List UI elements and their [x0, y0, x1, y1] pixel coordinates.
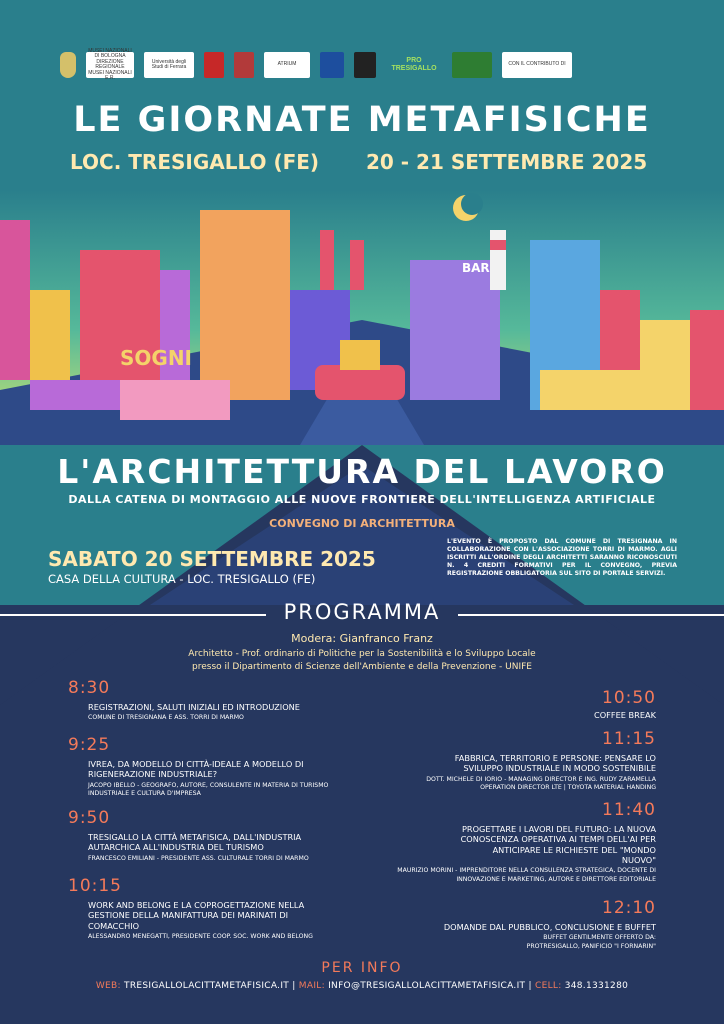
metaphysical-city-illustration — [0, 190, 724, 445]
program-item — [356, 729, 656, 793]
ordine-architetti-logo — [234, 52, 254, 78]
contacts-line — [0, 981, 724, 991]
item-title: PROGETTARE I LAVORI DEL FUTURO: LA NUOVA CONOSCENZA OPERATIVA AI TEMPI DELL'AI PER ANTICIPARE LE RICHIESTE DEL "MONDO NUOVO" — [460, 824, 656, 865]
sogni-sign: SOGNI — [120, 346, 193, 370]
item-title: DOMANDE DAL PUBBLICO, CONCLUSIONE E BUFFET — [443, 922, 656, 932]
event-date: SABATO 20 SETTEMBRE 2025 — [48, 547, 376, 571]
web-link[interactable]: TRESIGALLOLACITTAMETAFISICA.IT — [124, 981, 290, 991]
credits-notice: L'EVENTO È PROPOSTO DAL COMUNE DI TRESIGNANA IN COLLABORAZIONE CON L'ASSOCIAZIONE TORRI DI MARMO. AGLI ISCRITTI ALL'ORDINE DEGLI ARCHITETTI SARANNO RICONOSCIUTI N. 4 CREDITI FORMATIVI PER IL CONVEGNO, PREVIA REGISTRAZIONE OBBLIGATORIA SUL SITO DI PORTALE SERVIZI. — [447, 538, 677, 578]
item-speaker: ALESSANDRO MENEGATTI, PRESIDENTE COOP. SOC. WORK AND BELONG — [88, 932, 313, 940]
info-heading: PER INFO — [321, 960, 403, 976]
program-item — [356, 898, 656, 952]
mail-label: MAIL: — [298, 981, 325, 991]
separator: | — [528, 981, 532, 991]
comune-crest-logo — [60, 52, 76, 78]
bar-sign: BAR — [462, 261, 490, 275]
item-title: REGISTRAZIONI, SALUTI INIZIALI ED INTRODUZIONE — [88, 702, 300, 712]
item-title: COFFEE BREAK — [594, 710, 656, 720]
item-time: 11:15 — [602, 729, 656, 749]
item-title: IVREA, DA MODELLO DI CITTÀ-IDEALE A MODELLO DI RIGENERAZIONE INDUSTRIALE? — [88, 759, 304, 780]
item-speaker: BUFFET GENTILMENTE OFFERTO DA: PROTRESIGALLO, PANIFICIO "I FORNARIN" — [526, 934, 656, 951]
item-speaker: COMUNE DI TRESIGNANA E ASS. TORRI DI MARMO — [88, 714, 244, 722]
protresigallo-logo: PRO TRESIGALLO — [391, 57, 437, 72]
moderator: Modera: Gianfranco Franz — [291, 632, 433, 645]
item-time: 9:25 — [68, 735, 111, 755]
item-title: TRESIGALLO LA CITTÀ METAFISICA, DALL'INDUSTRIA AUTARCHICA ALL'INDUSTRIA DEL TURISMO — [88, 832, 302, 853]
item-speaker: FRANCESCO EMILIANI - PRESIDENTE ASS. CULTURALE TORRI DI MARMO — [88, 854, 309, 862]
event-venue: CASA DELLA CULTURA - LOC. TRESIGALLO (FE) — [48, 572, 316, 586]
moderator-role-line-1: Architetto - Prof. ordinario di Politiche per la Sostenibilità e lo Sviluppo Locale — [188, 649, 536, 659]
portale-logo — [452, 52, 492, 78]
item-time: 8:30 — [68, 678, 111, 698]
item-title: WORK AND BELONG E LA COPROGETTAZIONE NELLA GESTIONE DELLA MANIFATTURA DEI MARINATI DI COMACCHIO — [88, 900, 305, 931]
festival-location: LOC. TRESIGALLO (FE) — [70, 150, 320, 174]
program-item — [356, 800, 656, 885]
regione-logo: CON IL CONTRIBUTO DI — [502, 52, 572, 78]
atrium-logo: ATRIUM — [264, 52, 310, 78]
item-speaker: JACOPO IBELLO - GEOGRAFO, AUTORE, CONSULENTE IN MATERIA DI TURISMO INDUSTRIALE E CULTURA D'IMPRESA — [88, 781, 329, 798]
torri-di-marmo-logo — [354, 52, 376, 78]
separator: | — [292, 981, 296, 991]
item-title: FABBRICA, TERRITORIO E PERSONE: PENSARE LO SVILUPPO INDUSTRIALE IN MODO SOSTENIBILE — [454, 753, 656, 774]
event-type: CONVEGNO DI ARCHITETTURA — [269, 517, 455, 530]
event-title: L'ARCHITETTURA DEL LAVORO — [57, 452, 667, 491]
item-time: 10:50 — [602, 688, 656, 708]
item-speaker: MAURIZIO MORINI - IMPRENDITORE NELLA CONSULENZA STRATEGICA, DOCENTE DI INNOVAZIONE E MARKETING, AUTORE E DIRETTORE EDITORIALE — [397, 867, 656, 883]
program-item — [68, 876, 358, 942]
program-item — [68, 678, 348, 723]
sponsor-logos — [60, 48, 660, 82]
musei-logo: MUSEI NAZIONALI DI BOLOGNA DIREZIONE REGIONALE MUSEI NAZIONALI E.R. — [86, 52, 134, 78]
council-europe-logo — [320, 52, 344, 78]
architetti-logo — [204, 52, 224, 78]
moderator-role — [0, 648, 724, 673]
item-time: 10:15 — [68, 876, 122, 896]
moderator-role-line-2: presso il Dipartimento di Scienze dell'Ambiente e della Prevenzione - UNIFE — [192, 661, 532, 672]
unife-logo: Università degli Studi di Ferrara — [144, 52, 194, 78]
program-heading: PROGRAMMA — [283, 600, 441, 624]
item-time: 11:40 — [602, 800, 656, 820]
mail-link[interactable]: INFO@TRESIGALLOLACITTAMETAFISICA.IT — [328, 981, 526, 991]
event-subtitle: DALLA CATENA DI MONTAGGIO ALLE NUOVE FRONTIERE DELL'INTELLIGENZA ARTIFICIALE — [68, 493, 656, 506]
web-label: WEB: — [95, 981, 121, 991]
program-item — [68, 808, 368, 863]
item-time: 12:10 — [602, 898, 656, 918]
program-item — [356, 688, 656, 720]
item-time: 9:50 — [68, 808, 111, 828]
festival-dates: 20 - 21 SETTEMBRE 2025 — [366, 150, 648, 174]
festival-title: LE GIORNATE METAFISICHE — [73, 100, 651, 140]
item-speaker: DOTT. MICHELE DI IORIO - MANAGING DIRECTOR E ING. RUDY ZARAMELLA OPERATION DIRECTOR LTE | TOYOTA MATERIAL HANDING — [426, 775, 656, 792]
program-item — [68, 735, 338, 799]
cell-label: CELL: — [535, 981, 562, 991]
cell-number[interactable]: 348.1331280 — [564, 981, 629, 991]
